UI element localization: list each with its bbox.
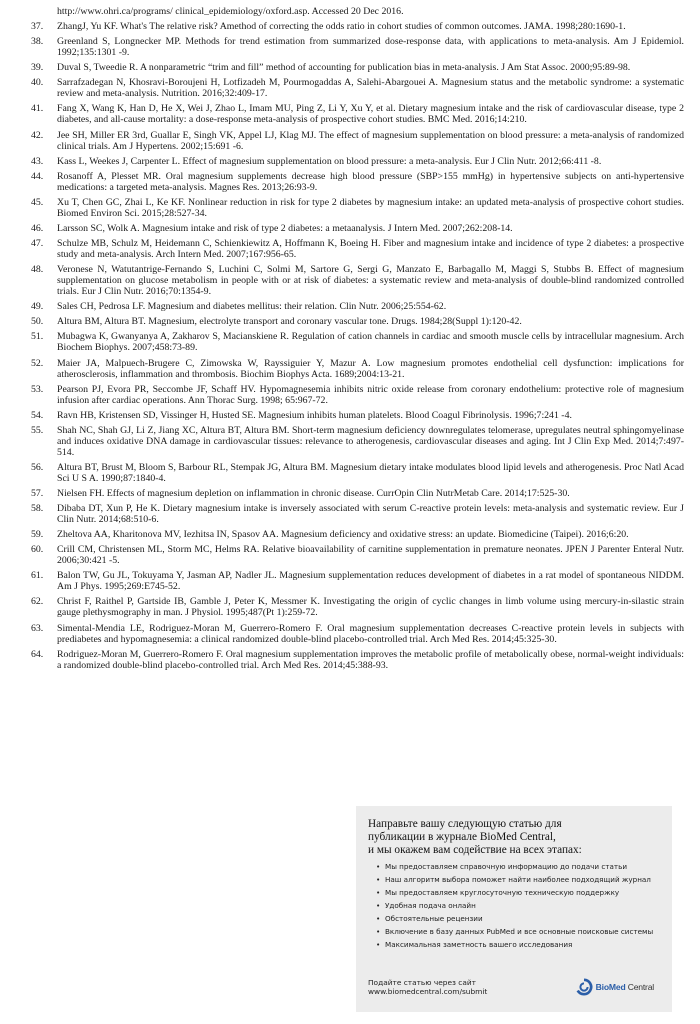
reference-number: 64.	[31, 648, 44, 660]
reference-item	[0, 36, 700, 58]
reference-text: Dibaba DT, Xun P, He K. Dietary magnesium intake is inversely associated with serum C-reactive protein levels: meta-analysis and systematic review. Eur J Clin Nutr. 2014;68:510-6.	[57, 503, 684, 526]
bullet-icon: •	[376, 927, 381, 936]
reference-number: 38.	[31, 36, 44, 48]
logo-wordmark	[596, 982, 654, 992]
reference-text: Maier JA, Malpuech-Brugere C, Zimowska W, Rayssiguier Y, Mazur A. Low magnesium promotes endothelial cell dysfunction: implications for atherosclerosis, inflammation and thrombosis. Biochim Biophys Acta. 1689;2004:13-21.	[57, 357, 684, 380]
reference-text: Rodriguez-Moran M, Guerrero-Romero F. Oral magnesium supplementation improves the metabolic profile of metabolically obese, normal-weight individuals: a randomized double-blind placebo-controlled trial. Arch Med Res. 2014;45:388-93.	[57, 648, 684, 671]
reference-text: Kass L, Weekes J, Carpenter L. Effect of magnesium supplementation on blood pressure: a meta-analysis. Eur J Clin Nutr. 2012;66:411 -8.	[57, 155, 602, 167]
reference-text: Greenland S, Longnecker MP. Methods for trend estimation from summarized dose-response data, with applications to meta-analysis. Am J Epidemiol. 1992;135:1301 -9.	[57, 36, 684, 59]
promo-benefit-text: Максимальная заметность вашего исследования	[385, 940, 573, 949]
reference-item	[0, 197, 700, 219]
reference-text: Pearson PJ, Evora PR, Seccombe JF, Schaff HV. Hypomagnesemia inhibits nitric oxide release from coronary endothelium: protective role of magnesium infusion after cardiac operations. Ann Thorac Surg. 1998; 65:967-72.	[57, 383, 684, 406]
reference-item	[0, 649, 700, 671]
reference-text: ZhangJ, Yu KF. What's The relative risk? Amethod of correcting the odds ratio in cohort studies of common outcomes. JAMA. 1998;280:1690-1.	[57, 21, 626, 33]
reference-text: Balon TW, Gu JL, Tokuyama Y, Jasman AP, Nadler JL. Magnesium supplementation reduces development of diabetes in a rat model of spontaneous NIDDM. Am J Phys. 1995;269:E745-52.	[57, 570, 684, 593]
reference-number: 63.	[31, 622, 44, 634]
reference-number: 51.	[31, 331, 44, 343]
reference-number: 59.	[31, 529, 44, 541]
promo-title-line: публикации в журнале BioMed Central,	[368, 831, 556, 843]
promo-title	[368, 818, 660, 857]
promo-benefit-item	[376, 889, 660, 897]
reference-item	[0, 316, 700, 327]
reference-item	[0, 623, 700, 645]
reference-item	[0, 331, 700, 353]
reference-text: Shah NC, Shah GJ, Li Z, Jiang XC, Altura BT, Altura BM. Short-term magnesium deficiency downregulates telomerase, upregulates neutral sphingomyelinase and induces oxidative DNA damage in cardiovascular tissues: relevance to atherogenesis, cardiovascular diseases and aging. Int J Clin Exp Med. 2014;7:497-514.	[57, 424, 684, 458]
reference-list	[0, 6, 700, 675]
promo-benefit-text: Удобная подача онлайн	[385, 901, 476, 910]
promo-benefit-item	[376, 863, 660, 871]
reference-text: Veronese N, Watutantrige-Fernando S, Luchini C, Solmi M, Sartore G, Sergi G, Manzato E, Barbagallo M, Maggi S, Stubbs B. Effect of magnesium supplementation on glucose metabolism in people with or at risk of diabetes: a systematic review and meta-analysis of double-blind randomized controlled trials. Eur J Clin Nutr. 2016;70:1354-9.	[57, 264, 684, 298]
promo-benefit-item	[376, 941, 660, 949]
bullet-icon: •	[376, 862, 381, 871]
submit-caption: Подайте статью через сайт	[368, 978, 476, 987]
reference-item	[0, 62, 700, 73]
reference-number: 60.	[31, 544, 44, 556]
reference-item	[0, 238, 700, 260]
submit-url-link[interactable]: www.biomedcentral.com/submit	[368, 987, 488, 996]
reference-number: 40.	[31, 77, 44, 89]
reference-number: 61.	[31, 570, 44, 582]
reference-number: 42.	[31, 129, 44, 141]
reference-number: 52.	[31, 357, 44, 369]
bullet-icon: •	[376, 914, 381, 923]
reference-number: 47.	[31, 238, 44, 250]
reference-item	[0, 156, 700, 167]
reference-text: Rosanoff A, Plesset MR. Oral magnesium supplements decrease high blood pressure (SBP>155 mmHg) in hypertensive subjects on anti-hypertensive medications: a targeted meta-analysis. Magnes Res. 2013;26:93-9.	[57, 170, 684, 193]
reference-number: 49.	[31, 301, 44, 313]
reference-item	[0, 462, 700, 484]
reference-number: 43.	[31, 155, 44, 167]
promo-benefit-item	[376, 876, 660, 884]
bullet-icon: •	[376, 940, 381, 949]
reference-item	[0, 529, 700, 540]
biomed-central-logo-icon	[575, 978, 593, 996]
promo-benefits-list	[368, 863, 660, 949]
reference-item	[0, 596, 700, 618]
reference-text: Jee SH, Miller ER 3rd, Guallar E, Singh VK, Appel LJ, Klag MJ. The effect of magnesium supplementation on blood pressure: a meta-analysis of randomized clinical trials. Am J Hypertens. 2002;15:691 -6.	[57, 129, 684, 152]
reference-item	[0, 21, 700, 32]
reference-item	[0, 425, 700, 458]
promo-benefit-text: Мы предоставляем круглосуточную техническую поддержку	[385, 888, 620, 897]
reference-item	[0, 384, 700, 406]
reference-text: Zheltova AA, Kharitonova MV, Iezhitsa IN, Spasov AA. Magnesium deficiency and oxidative stress: an update. Biomedicine (Taipei). 2016;6:20.	[57, 529, 629, 541]
reference-item	[0, 544, 700, 566]
reference-text: Crill CM, Christensen ML, Storm MC, Helms RA. Relative bioavailability of carnitine supplementation in premature neonates. JPEN J Parenter Enteral Nutr. 2006;30:421 -5.	[57, 544, 684, 567]
reference-number: 53.	[31, 383, 44, 395]
reference-item	[0, 264, 700, 297]
bullet-icon: •	[376, 888, 381, 897]
reference-text: http://www.ohri.ca/programs/ clinical_epidemiology/oxford.asp. Accessed 20 Dec 2016.	[57, 6, 404, 17]
reference-number: 58.	[31, 503, 44, 515]
bullet-icon: •	[376, 901, 381, 910]
reference-item	[0, 171, 700, 193]
reference-item	[0, 103, 700, 125]
reference-text: Nielsen FH. Effects of magnesium depletion on inflammation in chronic disease. CurrOpin Clin NutrMetab Care. 2014;17:525-30.	[57, 487, 570, 499]
reference-text: Duval S, Tweedie R. A nonparametric “trim and fill” method of accounting for publication bias in meta-analysis. J Am Stat Assoc. 2000;95:89-98.	[57, 62, 631, 74]
reference-text: Fang X, Wang K, Han D, He X, Wei J, Zhao L, Imam MU, Ping Z, Li Y, Xu Y, et al. Dietary magnesium intake and the risk of cardiovascular disease, type 2 diabetes, and all-cause mortality: a dose-response meta-analysis of prospective cohort studies. BMC Med. 2016;14:210.	[57, 103, 684, 126]
reference-item	[0, 488, 700, 499]
reference-text: Xu T, Chen GC, Zhai L, Ke KF. Nonlinear reduction in risk for type 2 diabetes by magnesium intake: an updated meta-analysis of prospective cohort studies. Biomed Environ Sci. 2015;28:527-34.	[57, 196, 684, 219]
reference-number: 41.	[31, 103, 44, 115]
bullet-icon: •	[376, 875, 381, 884]
reference-number: 54.	[31, 409, 44, 421]
reference-number: 44.	[31, 170, 44, 182]
reference-text: Schulze MB, Schulz M, Heidemann C, Schienkiewitz A, Hoffmann K, Boeing H. Fiber and magnesium intake and incidence of type 2 diabetes: a prospective study and meta-analysis. Arch Intern Med. 2007;167:956-65.	[57, 238, 684, 261]
reference-text: Larsson SC, Wolk A. Magnesium intake and risk of type 2 diabetes: a metaanalysis. J Intern Med. 2007;262:208-14.	[57, 222, 513, 234]
reference-number: 56.	[31, 461, 44, 473]
logo-light: Central	[625, 982, 654, 992]
promo-benefit-text: Включение в базу данных PubMed и все основные поисковые системы	[385, 927, 654, 936]
biomed-central-logo	[575, 978, 654, 996]
reference-text: Altura BT, Brust M, Bloom S, Barbour RL, Stempak JG, Altura BM. Magnesium dietary intake modulates blood lipid levels and atherogenesis. Proc Natl Acad Sci U S A. 1990;87:1840-4.	[57, 461, 684, 484]
reference-item	[0, 130, 700, 152]
reference-continuation	[0, 6, 700, 17]
reference-text: Sales CH, Pedrosa LF. Magnesium and diabetes mellitus: their relation. Clin Nutr. 2006;25:554-62.	[57, 301, 447, 313]
reference-text: Christ F, Raithel P, Gartside IB, Gamble J, Peter K, Messmer K. Investigating the origin of cyclic changes in limb volume using mercury-in-silastic strain gauge plethysmography in man. J Physiol. 1995;487(Pt 1):259-72.	[57, 596, 684, 619]
reference-item	[0, 570, 700, 592]
reference-text: Ravn HB, Kristensen SD, Vissinger H, Husted SE. Magnesium inhibits human platelets. Blood Coagul Fibrinolysis. 1996;7:241 -4.	[57, 409, 572, 421]
reference-item	[0, 358, 700, 380]
reference-number: 39.	[31, 62, 44, 74]
reference-item	[0, 503, 700, 525]
reference-number: 37.	[31, 21, 44, 33]
promo-title-line: Направьте вашу следующую статью для	[368, 818, 562, 830]
promo-footer	[368, 978, 487, 996]
reference-text: Sarrafzadegan N, Khosravi-Boroujeni H, Lotfizadeh M, Pourmogaddas A, Salehi-Abargouei A. Magnesium status and the metabolic syndrome: a systematic review and meta-analysis. Nutrition. 2016;32:409-17.	[57, 77, 684, 100]
reference-number: 48.	[31, 264, 44, 276]
promo-benefit-item	[376, 915, 660, 923]
reference-text: Simental-Mendia LE, Rodriguez-Moran M, Guerrero-Romero F. Oral magnesium supplementation decreases C-reactive protein levels in subjects with prediabetes and hypomagnesemia: a clinical randomized double-blind placebo-controlled trial. Arch Med Res. 2014;45:325-30.	[57, 622, 684, 645]
reference-item	[0, 77, 700, 99]
reference-number: 45.	[31, 196, 44, 208]
reference-item	[0, 410, 700, 421]
logo-bold: BioMed	[595, 982, 626, 992]
reference-number: 50.	[31, 316, 44, 328]
reference-item	[0, 301, 700, 312]
promo-benefit-item	[376, 928, 660, 936]
promo-benefit-item	[376, 902, 660, 910]
promo-benefit-text: Наш алгоритм выбора поможет найти наиболее подходящий журнал	[385, 875, 651, 884]
promo-benefit-text: Мы предоставляем справочную информацию до подачи статьи	[385, 862, 627, 871]
promo-title-line: и мы окажем вам содействие на всех этапах:	[368, 844, 582, 856]
reference-number: 62.	[31, 596, 44, 608]
reference-text: Mubagwa K, Gwanyanya A, Zakharov S, Macianskiene R. Regulation of cation channels in cardiac and smooth muscle cells by intracellular magnesium. Arch Biochem Biophys. 2007;458:73-89.	[57, 331, 684, 354]
reference-item	[0, 223, 700, 234]
reference-number: 46.	[31, 222, 44, 234]
reference-text: Altura BM, Altura BT. Magnesium, electrolyte transport and coronary vascular tone. Drugs. 1984;28(Suppl 1):120-42.	[57, 316, 522, 328]
promo-benefit-text: Обстоятельные рецензии	[385, 914, 483, 923]
biomed-central-promo-box	[356, 806, 672, 1012]
reference-number: 57.	[31, 487, 44, 499]
reference-number: 55.	[31, 424, 44, 436]
